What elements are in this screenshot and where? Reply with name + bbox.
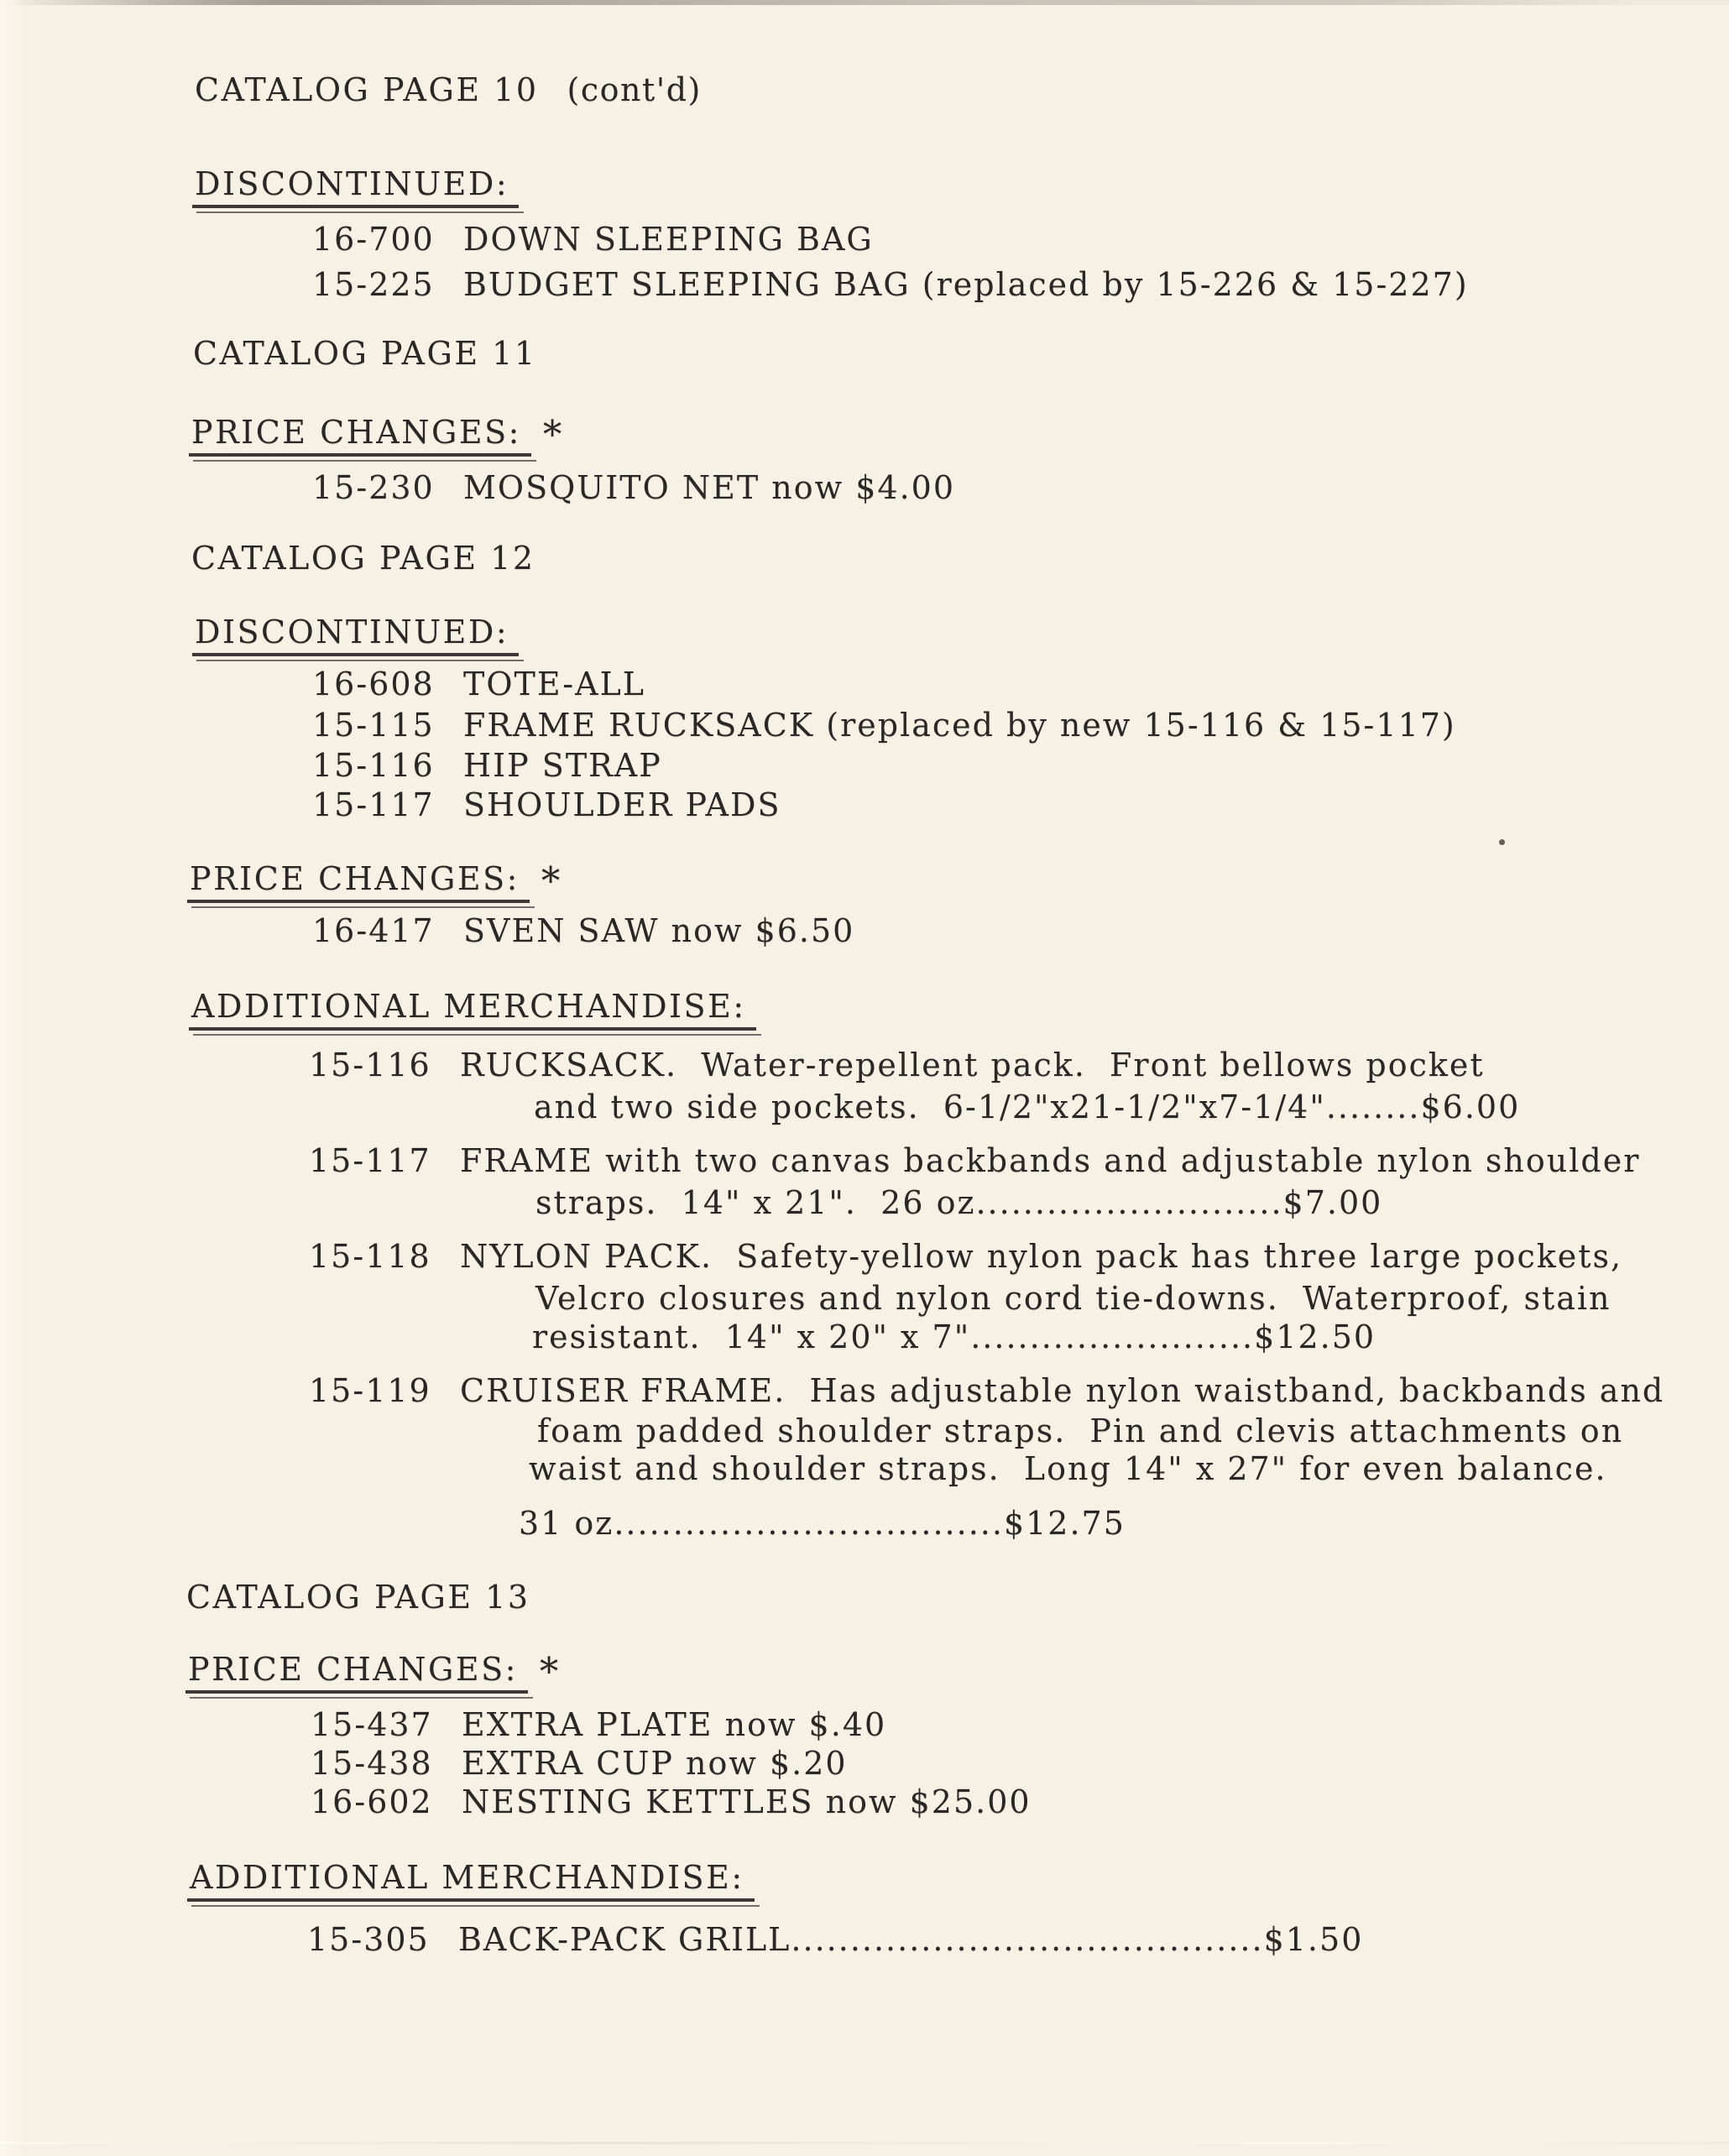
catalog-item <box>307 1920 1363 1959</box>
item-text: MOSQUITO NET now $4.00 <box>463 469 956 506</box>
item-code: 15-119 <box>309 1372 431 1409</box>
item-text: BUDGET SLEEPING BAG (replaced by 15-226 & 15-227) <box>463 266 1469 303</box>
paper-bottom-crease <box>0 2142 1729 2144</box>
item-code: 15-115 <box>312 707 435 744</box>
catalog-item <box>312 911 854 950</box>
catalog-item <box>312 706 1456 744</box>
item-code: 16-608 <box>312 666 435 702</box>
page-heading <box>193 334 537 373</box>
scan-top-edge <box>0 0 1729 5</box>
catalog-item <box>312 468 955 507</box>
page-heading-text: CATALOG PAGE 10 <box>195 71 539 108</box>
catalog-item <box>309 1371 1664 1410</box>
item-code: 15-117 <box>312 786 435 823</box>
page-heading-text: CATALOG PAGE 13 <box>186 1579 530 1616</box>
item-continuation: 31 oz.................................$12.75 <box>519 1505 1126 1542</box>
item-continuation: and two side pockets. 6-1/2"x21-1/2"x7-1/4"........$6.00 <box>534 1088 1521 1125</box>
item-text: SHOULDER PADS <box>463 786 781 823</box>
item-continuation: straps. 14" x 21". 26 oz..........................$7.00 <box>535 1184 1383 1221</box>
section-heading <box>195 613 509 661</box>
catalog-item <box>312 665 645 703</box>
section-heading-text: DISCONTINUED: <box>195 613 509 661</box>
paper-left-edge <box>0 0 24 2156</box>
item-code: 15-437 <box>311 1706 433 1743</box>
item-text: SVEN SAW now $6.50 <box>463 912 855 949</box>
page-heading <box>186 1578 530 1616</box>
catalog-item <box>309 1046 1485 1084</box>
asterisk-mark: * <box>539 1649 561 1694</box>
asterisk-mark: * <box>541 859 562 903</box>
catalog-item <box>312 265 1469 304</box>
catalog-item <box>312 220 874 258</box>
page-heading-suffix: (cont'd) <box>567 71 702 108</box>
item-text: HIP STRAP <box>463 747 662 784</box>
item-text: DOWN SLEEPING BAG <box>463 221 874 258</box>
section-heading <box>191 987 746 1036</box>
item-text: EXTRA CUP now $.20 <box>462 1745 848 1782</box>
item-code: 15-225 <box>312 266 435 303</box>
item-code: 15-118 <box>309 1238 431 1275</box>
section-heading <box>190 1858 744 1907</box>
catalog-item <box>309 1237 1622 1276</box>
page-heading-text: CATALOG PAGE 11 <box>193 335 537 372</box>
section-heading-text: ADDITIONAL MERCHANDISE: <box>191 987 746 1036</box>
section-heading-text: ADDITIONAL MERCHANDISE: <box>190 1858 744 1907</box>
item-text: RUCKSACK. Water-repellent pack. Front bellows pocket <box>460 1047 1485 1083</box>
item-code: 16-417 <box>312 912 435 949</box>
catalog-item <box>312 746 662 785</box>
item-code: 15-230 <box>312 469 435 506</box>
item-code: 16-602 <box>311 1783 433 1820</box>
item-text: FRAME with two canvas backbands and adjustable nylon shoulder <box>460 1142 1641 1179</box>
item-code: 15-117 <box>309 1142 431 1179</box>
item-code: 15-438 <box>311 1745 433 1782</box>
page-heading <box>195 70 702 109</box>
item-text: FRAME RUCKSACK (replaced by new 15-116 & 15-117) <box>463 707 1456 744</box>
catalog-item <box>311 1705 886 1744</box>
page-heading <box>191 539 535 577</box>
item-code: 15-116 <box>312 747 435 784</box>
ink-speck <box>1499 839 1505 845</box>
catalog-item <box>309 1141 1640 1180</box>
item-code: 16-700 <box>312 221 435 258</box>
asterisk-mark: * <box>542 412 564 457</box>
item-continuation: foam padded shoulder straps. Pin and clevis attachments on <box>537 1412 1624 1449</box>
item-text: NYLON PACK. Safety-yellow nylon pack has three large pockets, <box>460 1238 1623 1275</box>
item-text: CRUISER FRAME. Has adjustable nylon waistband, backbands and <box>460 1372 1665 1409</box>
catalog-item <box>311 1744 848 1783</box>
section-heading-text: PRICE CHANGES: <box>191 413 521 462</box>
item-text: EXTRA PLATE now $.40 <box>462 1706 887 1743</box>
section-heading <box>191 411 563 462</box>
item-code: 15-116 <box>309 1047 431 1083</box>
section-heading-text: PRICE CHANGES: <box>190 859 520 908</box>
catalog-item <box>312 786 781 824</box>
section-heading-text: DISCONTINUED: <box>195 164 509 213</box>
section-heading <box>195 164 509 213</box>
section-heading <box>190 858 562 908</box>
section-heading <box>188 1648 560 1699</box>
item-code: 15-305 <box>307 1921 430 1958</box>
catalog-item <box>311 1783 1032 1821</box>
item-text: TOTE-ALL <box>463 666 646 702</box>
item-text: NESTING KETTLES now $25.00 <box>462 1783 1032 1820</box>
item-text: BACK-PACK GRILL........................................$1.50 <box>458 1921 1364 1958</box>
item-continuation: waist and shoulder straps. Long 14" x 27" for even balance. <box>529 1450 1607 1487</box>
section-heading-text: PRICE CHANGES: <box>188 1650 518 1699</box>
item-continuation: resistant. 14" x 20" x 7"........................$12.50 <box>532 1318 1376 1355</box>
item-continuation: Velcro closures and nylon cord tie-downs. Waterproof, stain <box>535 1280 1611 1317</box>
page-heading-text: CATALOG PAGE 12 <box>191 540 535 577</box>
